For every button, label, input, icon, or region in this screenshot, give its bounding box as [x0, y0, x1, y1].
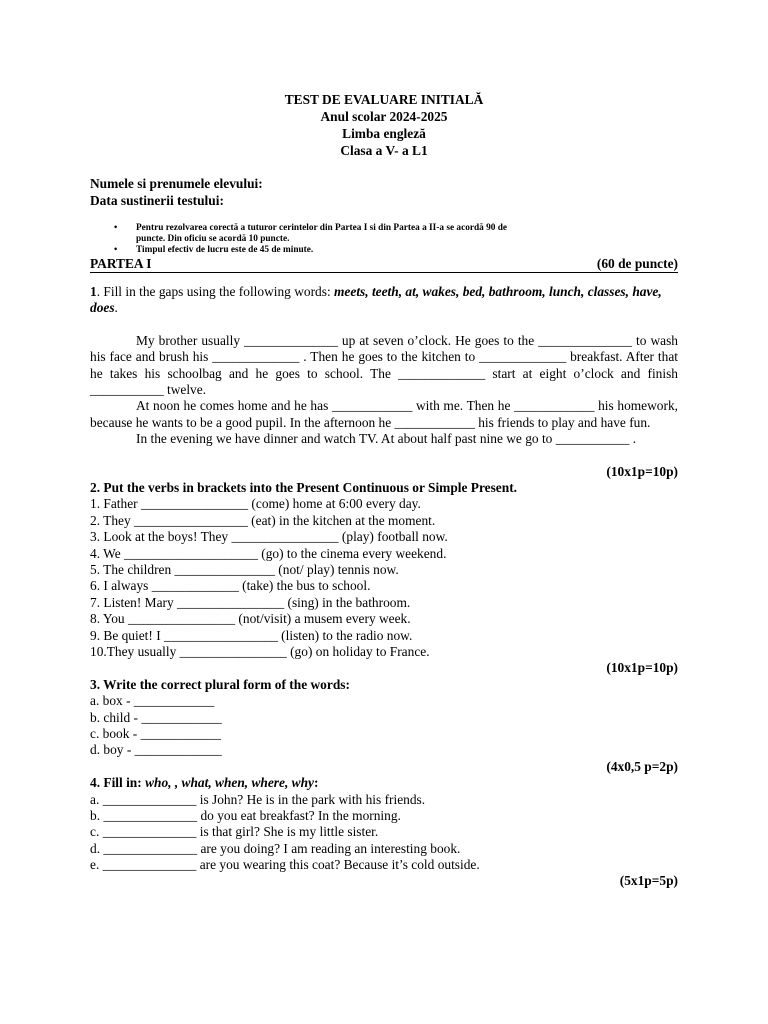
- list-item: 7. Listen! Mary ________________ (sing) in the bathroom.: [90, 594, 411, 610]
- exercise-4-score: (5x1p=5p): [619, 873, 678, 889]
- test-title: TEST DE EVALUARE INITIALĂ: [284, 92, 484, 107]
- instruction-note: • Timpul efectiv de lucru este de 45 de minute.: [114, 245, 314, 255]
- worksheet: [90, 92, 678, 890]
- list-item: 6. I always _____________ (take) the bus to school.: [90, 578, 371, 594]
- list-item: b. child - ____________: [90, 709, 222, 725]
- question-words: who, , what, when, where, why: [145, 775, 314, 791]
- list-item: a. box - ____________: [90, 693, 215, 709]
- list-item: 4. We ____________________ (go) to the cinema every weekend.: [90, 545, 447, 561]
- school-year: Anul scolar 2024-2025: [320, 109, 448, 124]
- part-heading: [90, 256, 678, 273]
- subject: Limba engleză: [342, 126, 426, 141]
- list-item: 3. Look at the boys! They ________________ (play) football now.: [90, 529, 448, 545]
- list-item: a. ______________ is John? He is in the park with his friends.: [90, 791, 426, 807]
- list-item: c. ______________ is that girl? She is my little sister.: [90, 824, 379, 840]
- bullet-icon: •: [114, 223, 118, 233]
- test-date-label: Data sustinerii testului:: [90, 193, 224, 208]
- exercise-3-items: [90, 693, 678, 759]
- class-level: Clasa a V- a L1: [340, 143, 428, 158]
- word-bank: meets, teeth, at, wakes, bed, bathroom, lunch, classes, have, does: [90, 284, 662, 316]
- list-item: 5. The children _______________ (not/ play) tennis now.: [90, 562, 399, 578]
- paragraph-1: My brother usually ______________ up at seven o’clock. He goes to the ______________ to wash his face and brush his _____________ . Then he goes to the kitchen to _____________ breakfast. After that he takes his schoolbag and he goes to school. The _____________ start at eight o’clock and finish ___________ twelve.: [90, 332, 678, 398]
- exercise-number: 1: [90, 284, 97, 299]
- list-item: d. ______________ are you doing? I am reading an interesting book.: [90, 840, 461, 856]
- exercise-4-title: 4. Fill in: who, , what, when, where, why:: [90, 775, 319, 791]
- exercise-2-score: (10x1p=10p): [606, 660, 678, 676]
- list-item: c. book - ____________: [90, 725, 221, 741]
- student-name-label: Numele si prenumele elevului:: [90, 176, 263, 191]
- exercise-2-items: [90, 496, 678, 660]
- exercise-3-score: (4x0,5 p=2p): [606, 758, 678, 774]
- exercise-2-title: 2. Put the verbs in brackets into the Present Continuous or Simple Present.: [90, 480, 518, 496]
- list-item: e. ______________ are you wearing this coat? Because it’s cold outside.: [90, 857, 480, 873]
- paragraph-2: At noon he comes home and he has ____________ with me. Then he ____________ his homework, because he wants to be a good pupil. In the afternoon he ____________ his friends to play and have fun.: [90, 398, 678, 430]
- list-item: 10.They usually ________________ (go) on holiday to France.: [90, 643, 430, 659]
- list-item: 2. They _________________ (eat) in the kitchen at the moment.: [90, 512, 436, 528]
- exercise-4-items: [90, 792, 678, 874]
- bullet-icon: •: [114, 245, 118, 255]
- list-item: d. boy - _____________: [90, 742, 222, 758]
- instructions-list: [90, 223, 678, 256]
- list-item: 9. Be quiet! I _________________ (listen) to the radio now.: [90, 627, 413, 643]
- list-item: b. ______________ do you eat breakfast? In the morning.: [90, 807, 401, 823]
- exercise-3-title: 3. Write the correct plural form of the words:: [90, 676, 350, 692]
- exercise-1-score: (10x1p=10p): [606, 463, 678, 479]
- part-points: (60 de puncte): [596, 256, 678, 271]
- paragraph-3: In the evening we have dinner and watch TV. At about half past nine we go to ___________ .: [136, 431, 637, 447]
- list-item: 8. You ________________ (not/visit) a musem every week.: [90, 611, 411, 627]
- exercise-1-instruction: 1. Fill in the gaps using the following words: meets, teeth, at, wakes, bed, bathroom, lunch, classes, have, does.: [90, 284, 662, 316]
- part-label: PARTEA I: [90, 256, 152, 271]
- instruction-note: • Pentru rezolvarea corectă a tuturor cerintelor din Partea I si din Partea a II-a se acordă 90 de puncte. Din oficiu se acordă 10 puncte.: [114, 223, 508, 244]
- list-item: 1. Father ________________ (come) home at 6:00 every day.: [90, 496, 421, 512]
